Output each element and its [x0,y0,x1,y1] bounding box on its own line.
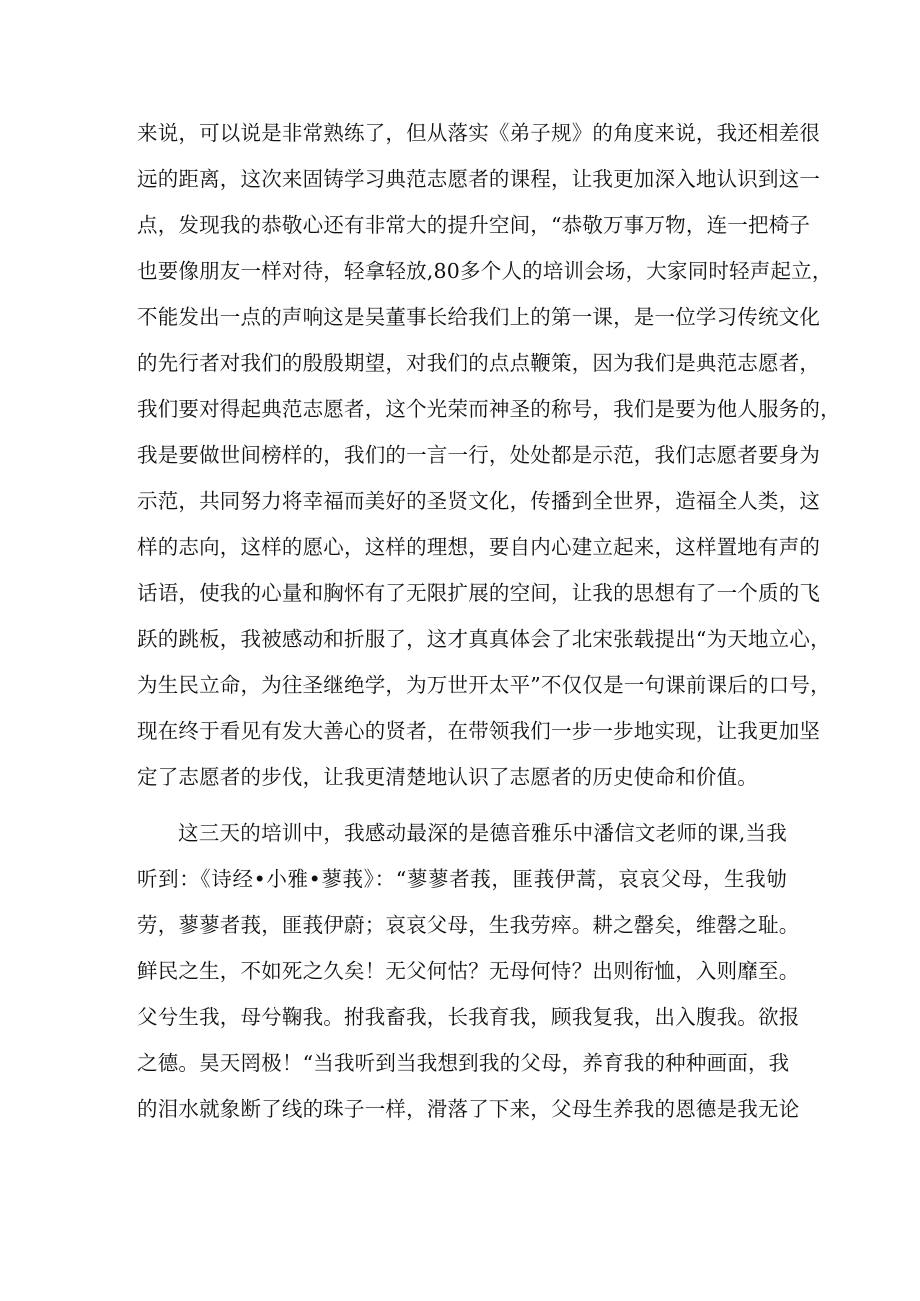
text-line: 我是要做世间榜样的，我们的一言一行，处处都是示范，我们志愿者要身为 [137,443,821,467]
text-line: 的先行者对我们的殷殷期望，对我们的点点鞭策，因为我们是典范志愿者， [137,351,821,375]
text-line: 来说，可以说是非常熟练了，但从落实《弟子规》的角度来说，我还相差很 [137,121,821,145]
text-line: 也要像朋友一样对待，轻拿轻放,80多个人的培训会场，大家同时轻声起立， [137,259,833,283]
text-line: 现在终于看见有发大善心的贤者，在带领我们一步一步地实现，让我更加坚 [137,719,821,743]
text-line: 示范，共同努力将幸福而美好的圣贤文化，传播到全世界，造福全人类，这 [137,489,821,513]
text-line: 话语，使我的心量和胸怀有了无限扩展的空间，让我的思想有了一个质的飞 [137,581,821,605]
text-line: 跃的跳板，我被感动和折服了，这才真真体会了北宋张载提出“为天地立心， [137,627,831,651]
text-line: 不能发出一点的声响这是吴董事长给我们上的第一课，是一位学习传统文化 [137,305,821,329]
text-line: 父兮生我，母兮鞠我。拊我畜我，长我育我，顾我复我，出入腹我。欲报 [137,1005,800,1029]
text-line: 听到：《诗经•小雅•蓼莪》：“蓼蓼者莪，匪莪伊蒿，哀哀父母，生我劬 [137,867,787,891]
text-line: 为生民立命，为往圣继绝学，为万世开太平”不仅仅是一句课前课后的口号， [137,673,831,697]
text-line: 点，发现我的恭敬心还有非常大的提升空间，“恭敬万事万物，连一把椅子 [137,213,811,237]
text-line: 的泪水就象断了线的珠子一样，滑落了下来，父母生养我的恩德是我无论 [137,1097,800,1121]
paragraph-end-line: 定了志愿者的步伐，让我更清楚地认识了志愿者的历史使命和价值。 [137,765,758,789]
text-line: 之德。昊天罔极！“当我听到当我想到我的父母，养育我的种种画面，我 [137,1051,790,1075]
text-line: 劳，蓼蓼者莪，匪莪伊蔚；哀哀父母，生我劳瘁。耕之罄矣，维罄之耻。 [137,913,800,937]
text-line: 远的距离，这次来固铸学习典范志愿者的课程，让我更加深入地认识到这一 [137,167,821,191]
text-line: 我们要对得起典范志愿者，这个光荣而神圣的称号，我们是要为他人服务的， [137,397,841,421]
text-line: 样的志向，这样的愿心，这样的理想，要自内心建立起来，这样置地有声的 [137,535,821,559]
paragraph-first-line: 这三天的培训中，我感动最深的是德音雅乐中潘信文老师的课,当我 [178,821,787,845]
text-line: 鲜民之生，不如死之久矣！无父何怙？无母何恃？出则衔恤，入则靡至。 [137,959,800,983]
